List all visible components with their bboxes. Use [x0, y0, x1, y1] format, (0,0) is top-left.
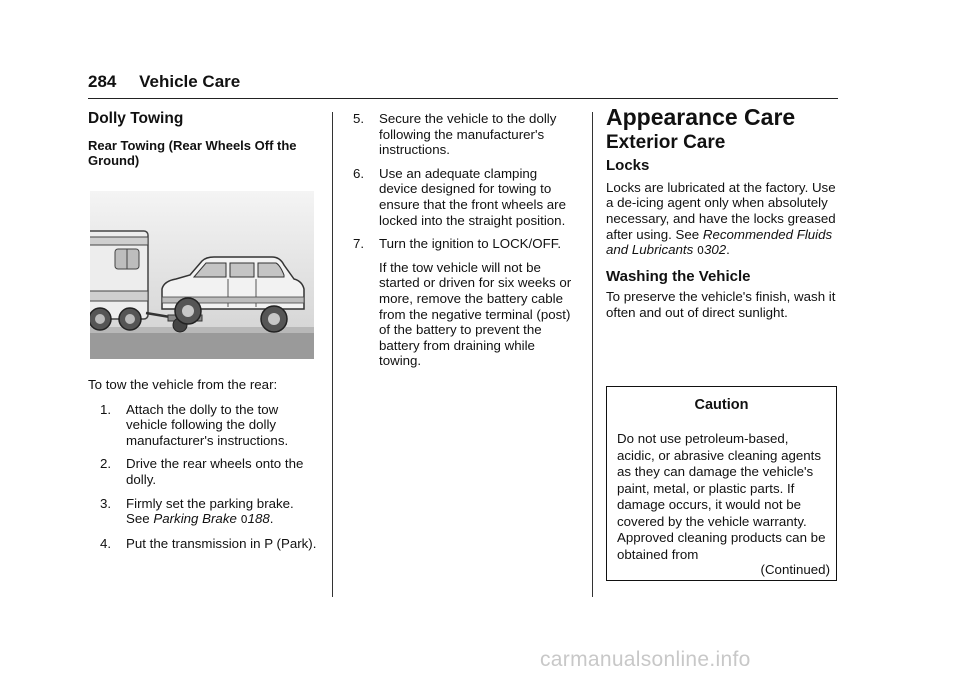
step-4 — [100, 536, 320, 552]
locks-text: Locks are lubricated at the factory. Use a de-icing agent only when absolutely necessary, and have the locks greased after using. See — [606, 179, 836, 242]
right-column — [606, 104, 838, 321]
battery-note: If the tow vehicle will not be started or driven for six weeks or more, remove the battery cable from the negative terminal (post) of the battery to prevent the battery from draining while towing. — [379, 259, 572, 369]
step-text: Turn the ignition to LOCK/OFF. — [379, 236, 562, 252]
step-1 — [100, 402, 320, 449]
caution-body: Do not use petroleum-based, acidic, or abrasive cleaning agents as they can damage the vehicle's paint, metal, or plastic parts. If damage occurs, it would not be covered by the vehicle warranty. Approved cleaning products can be obtained from — [617, 431, 826, 562]
step-2 — [100, 456, 320, 487]
page-ref-icon: 0 — [240, 513, 248, 527]
appearance-care-title: Appearance Care — [606, 104, 796, 130]
step-number: 1. — [100, 401, 112, 417]
punctuation: . — [269, 511, 274, 527]
page-number: 284 — [88, 72, 117, 91]
locks-paragraph — [606, 180, 838, 259]
tow-vehicle-shape — [90, 231, 148, 330]
step-text: Attach the dolly to the tow vehicle following the dolly manufacturer's instructions. — [126, 401, 289, 448]
header-divider — [88, 98, 838, 99]
left-column — [88, 111, 316, 168]
page-ref-number[interactable]: 188 — [247, 511, 270, 527]
step-number: 7. — [353, 236, 365, 252]
subsection-title-rear-towing: Rear Towing (Rear Wheels Off the Ground) — [88, 137, 297, 168]
chapter-title: Vehicle Care — [139, 72, 241, 91]
towing-intro: To tow the vehicle from the rear: — [88, 377, 278, 392]
step-5 — [353, 111, 579, 158]
washing-heading: Washing the Vehicle — [606, 267, 751, 285]
column-divider-left — [332, 112, 333, 597]
step-text: Firmly set the parking brake. See — [126, 495, 294, 527]
rear-towing-illustration — [90, 191, 314, 359]
fluids-lubricants-link[interactable]: Recommended Fluids and Lubricants — [606, 226, 833, 258]
caution-title: Caution — [694, 397, 749, 413]
step-7 — [353, 236, 579, 252]
locks-heading: Locks — [606, 157, 650, 175]
page-ref-number[interactable]: 302 — [703, 242, 727, 258]
punctuation: . — [726, 242, 730, 258]
exterior-care-title: Exterior Care — [606, 131, 726, 153]
watermark: carmanualsonline.info — [540, 648, 751, 671]
column-divider-right — [592, 112, 593, 597]
step-number: 3. — [100, 495, 112, 511]
step-3 — [100, 496, 320, 528]
parking-brake-link[interactable]: Parking Brake — [153, 511, 237, 527]
caution-box — [606, 386, 837, 581]
step-text: Use an adequate clamping device designed for towing to ensure that the front wheels are locked into the straight position. — [379, 165, 567, 228]
page-header — [88, 72, 240, 92]
section-title-dolly-towing: Dolly Towing — [88, 110, 184, 127]
step-number: 4. — [100, 535, 112, 551]
step-6 — [353, 166, 579, 228]
page-ref-icon: 0 — [696, 244, 704, 258]
step-number: 5. — [353, 111, 365, 126]
step-number: 2. — [100, 456, 112, 472]
step-text: Secure the vehicle to the dolly following the manufacturer's instructions. — [379, 111, 557, 158]
step-number: 6. — [353, 165, 365, 181]
left-steps — [88, 377, 320, 559]
washing-text: To preserve the vehicle's finish, wash it often and out of direct sunlight. — [606, 289, 836, 320]
step-text: Put the transmission in P (Park). — [126, 535, 317, 551]
step-text: Drive the rear wheels onto the dolly. — [126, 456, 304, 487]
continued-label: (Continued) — [760, 562, 830, 577]
middle-column — [353, 111, 579, 369]
